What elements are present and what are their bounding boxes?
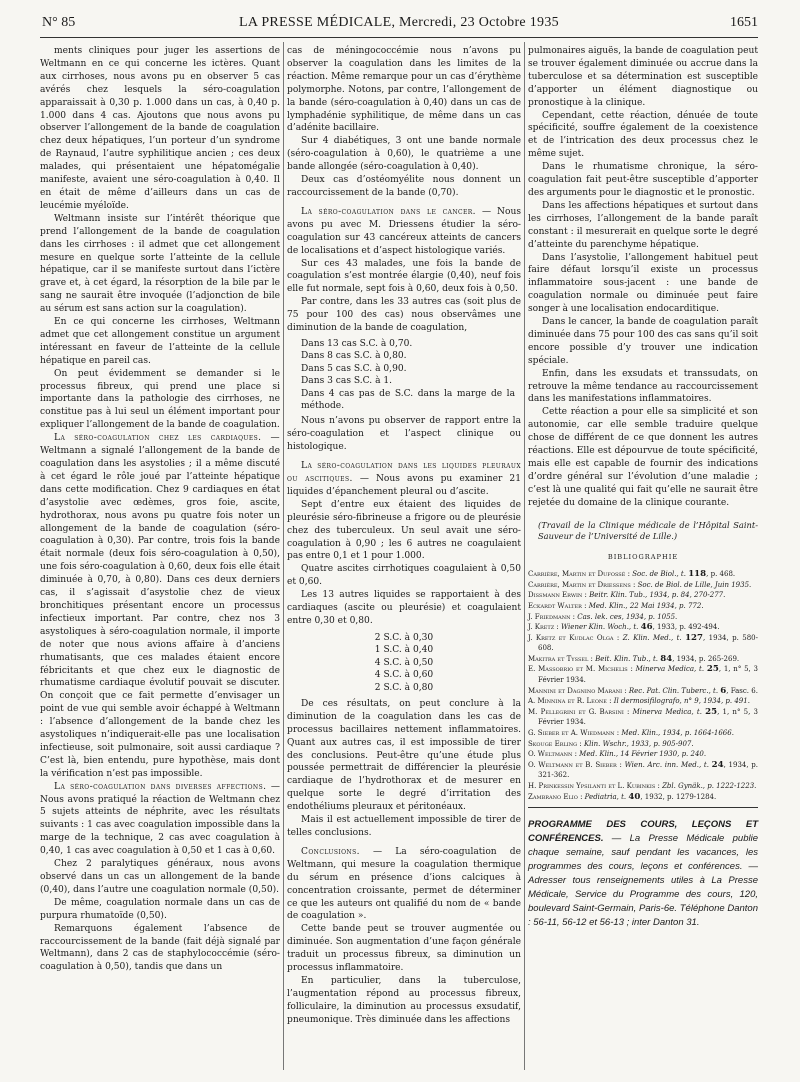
programme-text: — La Presse Médicale publie chaque semaine, sauf pendant les vacances, les programmes des cours, leçons et conférences. — Adresser tous renseignements utiles à La Presse Médicale, Service du Programme des cours, 120, boulevard Saint-Germain, Paris-6e. Téléphone Danton : 56-11, 56-12 et 56-13 ; inter Danton 31. (528, 833, 758, 928)
header-rule (40, 37, 758, 38)
paragraph-text: Mais il est actuellement impossible de tirer de telles conclusions. (287, 815, 521, 838)
paragraph (40, 923, 280, 975)
paragraph (287, 135, 521, 174)
bibliography-authors: J. Kretz et Kudlac Olga : (528, 633, 623, 642)
bibliography-pages: , 1934, p. 265-269. (672, 654, 740, 663)
paragraph (528, 110, 758, 162)
bibliography-authors: Makitra et Tyssel : (528, 654, 596, 663)
table-row (301, 363, 521, 375)
bibliography-source: Klin. Wschr., 1933, p. 905-907. (583, 739, 694, 748)
bibliography-entry (528, 792, 758, 803)
bibliography-entry (528, 686, 758, 697)
paragraph-text: Sur 4 diabétiques, 3 ont une bande normale (séro-coagulation à 0,60), le quatrième a une bande allongée (séro-coagulation à 0,40). (287, 136, 521, 173)
paragraph (528, 200, 758, 252)
bibliography-entry (528, 590, 758, 601)
column-1 (40, 45, 280, 974)
paragraph (40, 45, 280, 213)
bibliography-entry (528, 569, 758, 580)
bibliography-source: Cas. lek. ces, 1934, p. 1055. (577, 612, 678, 621)
table-row (369, 632, 439, 644)
paragraph-text: De ces résultats, on peut conclure à la diminution de la coagulation dans les cas de processus bacillaires nettement inflammatoires. Quant aux autres cas, il est impossible de tirer des conclusions. Peut-être qu’une étude plus poussée permettrait de différencier la pleurésie cardiaque de l’hydrothorax et de mesurer en quelque sorte le degré d’irritation des endothéliums pleuraux et péritonéaux. (287, 698, 521, 813)
table-cell: Dans 5 cas S.C. à 0,90. (301, 363, 407, 374)
paragraph (40, 897, 280, 923)
conclusions-text (528, 45, 758, 510)
table-cell: 4 S.C. à 0,60 (374, 670, 434, 681)
column-divider (524, 42, 525, 1070)
bibliography-list (528, 569, 758, 802)
cancer-results-table (301, 338, 521, 412)
table-cell: Dans 4 cas pas de S.C. dans la marge de la méthode. (301, 388, 515, 411)
bibliography-source: Wiener Klin. Woch., t. (560, 623, 641, 632)
bibliography-source: Pediatria, t. (584, 792, 629, 801)
bibliography-source: Wien. Arc. inn. Med., t. (624, 760, 712, 769)
paragraph (287, 563, 521, 589)
section-heading: Conclusions. (301, 846, 360, 857)
bibliography-entry (528, 580, 758, 591)
paragraph (528, 316, 758, 368)
bibliography-rule (528, 807, 758, 808)
bibliography-entry (528, 760, 758, 781)
bibliography-authors: Carrière, Martin et Dufossé : (528, 570, 633, 579)
paragraph-text: Deux cas d’ostéomyélite nous donnent un raccourcissement de la bande (0,70). (287, 175, 521, 198)
issue-number: N° 85 (42, 15, 76, 30)
bibliography-entry (528, 654, 758, 665)
bibliography-volume: 46 (640, 622, 653, 633)
bibliography-authors: Dissmann Erwin : (528, 591, 590, 600)
paragraph (287, 499, 521, 564)
paragraph-text: On peut évidemment se demander si le processus fibreux, qui prend une place si importante dans la pathologie des cirrhoses, ne constitue pas à lui seul un élément important pour expliquer l’allongement de la bande de coagulation. (40, 368, 280, 431)
paragraph (287, 415, 521, 454)
paragraph (287, 258, 521, 297)
bibliography-source: Soc. de Biol. de Lille, Juin 1935. (637, 580, 752, 589)
bibliography-source: Med. Klin., 22 Mai 1934, p. 772. (588, 601, 704, 610)
table-row (369, 669, 439, 681)
bibliography-source: Minerva Medica, t. (632, 707, 706, 716)
paragraph (287, 174, 521, 200)
paragraph-text: Dans l’asystolie, l’allongement habituel peut faire défaut lorsqu’il existe un processus inflammatoire sous-jacent : une bande de coagulation normale ou diminuée peut faire songer à une localisation endocarditique. (528, 252, 758, 315)
paragraph-text: Dans les affections hépatiques et surtout dans les cirrhoses, l’allongement de la bande paraît constant : il mesurerait en quelque sorte le degré d’atteinte du parenchyme hépatique. (528, 200, 758, 250)
bibliography-entry (528, 707, 758, 728)
section-heading: La séro-coagulation dans diverses affections. (54, 781, 267, 792)
bibliography-authors: M. Pellegrini et G. Barsini : (528, 707, 633, 716)
table-cell: 1 S.C. à 0,40 (374, 645, 434, 656)
section-heading: La séro-coagulation chez les cardiaques. — (54, 433, 280, 444)
paragraph-text: — La séro-coagulation de Weltmann, qui mesure la coagulation thermique du sérum en présence d’ions calciques à concentration croissante, permet de déterminer ce que les auteurs ont qualifié du nom de « bande de coagulation ». (287, 846, 521, 922)
bibliography-entry (528, 781, 758, 792)
bibliography-source: Z. Klin. Med., t. (622, 633, 686, 642)
section-paragraph (287, 206, 521, 258)
paragraph (40, 858, 280, 897)
bibliography-authors: Carrière, Martin et Driessens : (528, 580, 638, 589)
bibliography-authors: G. Sieber et A. Wiedmann : (528, 729, 622, 738)
table-row (369, 682, 439, 694)
column-2-text-c (287, 698, 521, 1027)
section-paragraph (40, 432, 280, 780)
paragraph-text: En ce qui concerne les cirrhoses, Weltmann admet que cet allongement constitue un argument intéressant en faveur de l’atteinte de la cellule hépatique en pareil cas. (40, 317, 280, 366)
bibliography-pages: , 1934, p. 580-608. (538, 633, 758, 653)
paragraph (528, 252, 758, 317)
page-number: 1651 (730, 15, 758, 30)
table-cell: Dans 8 cas S.C. à 0,80. (301, 351, 407, 362)
bibliography-pages: , p. 468. (706, 570, 736, 579)
paragraph-text: Quatre ascites cirrhotiques coagulaient à 0,50 et 0,60. (287, 564, 521, 588)
bibliography-volume: 24 (711, 759, 724, 770)
bibliography-pages: , 1, n° 5, 3 Février 1934. (538, 665, 759, 685)
bibliography-authors: A. Minnina et R. Leone : (528, 697, 614, 706)
bibliography-entry (528, 739, 758, 750)
paragraph-text: Cette réaction a pour elle sa simplicité et son autonomie, car elle semble traduire quelque chose de différent de ce que donnent les autres réactions. Elle est dépourvue de toute spécificité, mais elle est capable de fournir des indications d’ordre général sur l’évolution d’une maladie ; c’est là une qualité qui fait qu’elle ne saurait être rejetée du domaine de la clinique courante. (528, 407, 758, 508)
bibliography-source: Med. Klin., 1934, p. 1664-1666. (621, 729, 734, 738)
table-cell: 2 S.C. à 0,80 (374, 682, 434, 693)
paragraph (287, 923, 521, 975)
bibliography-authors: J. Friedmann : (528, 612, 578, 621)
bibliography-entry (528, 749, 758, 760)
bibliography-entry (528, 633, 758, 654)
paragraph (287, 698, 521, 814)
section-paragraph (40, 781, 280, 858)
bibliography-volume: 40 (628, 791, 641, 802)
bibliography-entry (528, 622, 758, 633)
paragraph (528, 161, 758, 200)
bibliography-pages: , 1934, p. 321-362. (538, 760, 759, 780)
paragraph-text: En particulier, dans la tuberculose, l’augmentation répond au processus fibreux, folliculaire, la diminution au processus exsudatif, pneumonique. Très diminuée dans les affections (287, 975, 521, 1025)
bibliography-source: Med. Klin., 14 Février 1930, p. 240. (579, 750, 707, 759)
programme-notice (528, 818, 758, 929)
bibliography-entry (528, 601, 758, 612)
bibliography-source: Zbl. Gynäk., p. 1222-1223. (662, 782, 757, 790)
bibliography-volume: 25 (705, 706, 718, 717)
paragraph-text: Par contre, dans les 33 autres cas (soit plus de 75 pour 100 des cas) nous observâmes une diminution de la bande de coagulation, (287, 297, 521, 334)
bibliography-pages: , Fasc. 6. (726, 686, 758, 695)
table-row (369, 644, 439, 656)
paragraph-text: Sur ces 43 malades, une fois la bande de coagulation s’est montrée élargie (0,40), neuf fois elle fut normale, sept fois à 0,60, deux fois à 0,50. (287, 258, 521, 295)
programme-title: PROGRAMME DES COURS, LEÇONS ET CONFÉRENCES. (528, 819, 758, 845)
paragraph (287, 814, 521, 840)
bibliography-entry (528, 696, 758, 707)
paragraph-text: Cependant, cette réaction, dénuée de toute spécificité, souffre également de la coexistence et de l’intrication des deux processus chez le même sujet. (528, 110, 758, 160)
paragraph-text: Les 13 autres liquides se rapportaient à des cardiaques (ascite ou pleurésie) et coagulaient entre 0,30 et 0,80. (287, 590, 521, 626)
table-row (301, 375, 521, 387)
table-cell: Dans 3 cas S.C. à 1. (301, 376, 393, 387)
bibliography-authors: Eckardt Walter : (528, 601, 589, 610)
bibliography-authors: Skouge Erling : (528, 739, 584, 748)
bibliography-source: Soc. de Biol., t. (632, 570, 689, 579)
table-cell: 4 S.C. à 0,50 (374, 657, 434, 668)
paragraph (287, 296, 521, 335)
bibliography-pages: , 1933, p. 492-494. (652, 623, 720, 632)
table-row (301, 338, 521, 350)
paragraph (528, 368, 758, 407)
bibliography-entry (528, 612, 758, 623)
bibliography-entry (528, 664, 758, 685)
table-row (301, 350, 521, 362)
paragraph (287, 975, 521, 1027)
paragraph (528, 45, 758, 110)
paragraph-text: Sept d’entre eux étaient des liquides de pleurésie séro-fibrineuse a frigore ou de pleurésie chez des tuberculeux. Un seul avait une séro-coagulation à 0,90 ; les 6 autres ne coagulaient pas entre 0,1 et 1 pour 1.000. (287, 499, 521, 562)
paragraph-text: cas de méningococcémie nous n’avons pu observer la coagulation dans les limites de la réaction. Même remarque pour un cas d’érythème polymorphe. Notons, par contre, l’allongement de la bande (séro-coagulation à 0,40) dans un cas de lymphadénie syphilitique, de même dans un cas d’adénite bacillaire. (287, 46, 521, 134)
paragraph (287, 45, 521, 135)
bibliography-volume: 25 (706, 664, 719, 675)
section-paragraph (287, 846, 521, 923)
paragraph (528, 406, 758, 509)
paragraph-text: — Nous avons pu examiner 21 liquides d’épanchement pleural ou d’ascite. (287, 474, 521, 497)
page-header (40, 13, 758, 35)
bibliography-source: Beit. Klin. Tub., t. (595, 654, 661, 663)
paragraph-text: Remarquons également l’absence de raccourcissement de la bande (fait déjà signalé par Weltmann), dans 2 cas de staphylococcémie (séro-coagulation à 0,50), tandis que dans un (40, 923, 280, 973)
bibliography-authors: Zambrano Elio : (528, 792, 585, 801)
bibliography-volume: 118 (688, 569, 707, 580)
bibliography-authors: O. Weltmann et B. Sieber : (528, 760, 625, 769)
bibliography-authors: E. Massobrio et M. Michelis : (528, 665, 636, 674)
bibliography-source: Beitr. Klin. Tub., 1934, p. 84, 270-277. (589, 591, 726, 600)
paragraph-text: Chez 2 paralytiques généraux, nous avons observé dans un cas un allongement de la bande (0,40), dans l’autre une coagulation normale (0,50). (40, 859, 280, 895)
bibliography-source: Il dermosifilografo, n° 9, 1934, p. 491. (613, 697, 750, 706)
table-row (301, 388, 521, 413)
section-heading: La séro-coagulation dans le cancer. (301, 206, 476, 217)
bibliography-source: Minerva Medica, t. (635, 665, 707, 674)
column-2-text-b (287, 415, 521, 628)
paragraph-text: pulmonaires aiguës, la bande de coagulation peut se trouver également diminuée ou accrue dans la tuberculose et sa détermination est susceptible d’apporter un élément diagnostique ou pronostique à la clinique. (528, 46, 758, 108)
journal-title: LA PRESSE MÉDICALE, Mercredi, 23 Octobre 1935 (239, 15, 559, 30)
bibliography-volume: 127 (685, 632, 704, 643)
table-cell: 2 S.C. à 0,30 (374, 632, 434, 643)
bibliography-entry (528, 728, 758, 739)
column-divider (283, 42, 284, 1070)
paragraph-text: Dans le cancer, la bande de coagulation paraît diminuée dans 75 pour 100 des cas sans qu’il soit encore possible d’y trouver une indication spéciale. (528, 317, 758, 366)
section-paragraph (287, 460, 521, 499)
fluid-results-table (369, 632, 439, 694)
bibliography-pages: , 1, n° 5, 3 Février 1934. (538, 707, 758, 727)
column-2-text-a (287, 45, 521, 335)
bibliography-authors: O. Weltmann : (528, 750, 580, 759)
paragraph-text: Cette bande peut se trouver augmentée ou diminuée. Son augmentation d’une façon générale traduit un processus fibreux, sa diminution un processus inflammatoire. (287, 924, 521, 974)
paragraph-text: Dans le rhumatisme chronique, la séro-coagulation fait peut-être susceptible d’apporter des arguments pour le diagnostic et le pronostic. (528, 162, 758, 198)
paragraph-text: De même, coagulation normale dans un cas de purpura rhumatoïde (0,50). (40, 897, 280, 921)
bibliography-volume: 84 (660, 653, 673, 664)
table-row (369, 657, 439, 669)
column-2 (287, 45, 521, 1027)
paragraph-text: Weltmann a signalé l’allongement de la bande de coagulation dans les asystolies ; il a même discuté à cet égard le rôle joué par l’atteinte hépatique dans cette modification. Chez 9 cardiaques en état d’asystolie avec œdèmes, gros foie, ascite, hydrothorax, nous avons pu quatre fois noter un allongement de la bande de coagulation (séro-coagulation à 0,30). Par contre, trois fois la bande était normale (deux fois séro-coagulation à 0,50), une fois séro-coagulation à 0,60, deux fois elle était diminuée à 0,70, à 0,80). Dans ces deux derniers cas, il s’agissait d’asystolie chez de vieux bronchitiques présentant encore un processus infectieux important. Par contre, chez nos 3 asystoliques à séro-coagulation normale, il importe de noter que nous avions affaire à d’anciens rhumatisants, que ces malades étaient encore fébricitants et que chez eux le diagnostic de rhumatisme cardiaque évolutif pouvait se discuter. On conçoit que ce fait permette d’envisager un point de vue qui semble avoir échappé à Weltmann : l’absence d’allongement de la bande chez les asystoliques n’indiquerait-elle pas une localisation infectieuse, soit pulmonaire, soit aussi cardiaque ? C’est là, bien entendu, pure hypothèse, mais dont la vérification n’est pas impossible. (40, 446, 280, 779)
paragraph-text: Enfin, dans les exsudats et transsudats, on retrouve la même tendance au raccourcissement dans les manifestations inflammatoires. (528, 368, 758, 405)
bibliography-authors: J. Kretz : (528, 623, 561, 632)
table-cell: Dans 13 cas S.C. à 0,70. (301, 338, 413, 349)
bibliography-authors: Mannini et Dagnino Marani : (528, 686, 629, 695)
affiliation-note: (Travail de la Clinique médicale de l’Hôpital Saint-Sauveur de l’Université de Lille.) (538, 519, 758, 542)
bibliography-volume: 6 (720, 685, 727, 696)
paragraph-text: — Nous avons pratiqué la réaction de Weltmann chez 5 sujets atteints de néphrite, avec les résultats suivants : 1 cas avec coagulation impossible dans la marge de la technique, 2 cas avec coagulation à 0,40, 1 cas avec coagulation à 0,50 et 1 cas à 0,60. (40, 781, 280, 857)
bibliography-source: Rec. Pat. Clin. Tuberc., t. (628, 686, 721, 695)
paragraph-text: — Nous avons pu avec M. Driessens étudier la séro-coagulation sur 43 cancéreux atteints de cancers de localisations et d’aspect histologique variés. (287, 206, 521, 256)
paragraph (40, 316, 280, 368)
bibliography-heading: BIBLIOGRAPHIE (607, 553, 679, 562)
column-3 (528, 45, 758, 929)
paragraph-text: Nous n’avons pu observer de rapport entre la séro-coagulation et l’aspect clinique ou histologique. (287, 416, 521, 453)
paragraph-text: ments cliniques pour juger les assertions de Weltmann en ce qui concerne les ictères. Quant aux cirrhoses, nous avons pu en observer 5 cas avérés chez lesquels la séro-coagulation apparaissait à 0,30 p. 1.000 dans un cas, à 0,40 p. 1.000 dans 4 cas. Ajoutons que nous avons pu observer l’allongement de la bande de coagulation chez deux hépatiques, l’un porteur d’un syndrome de Raynaud, l’autre syphilitique ancien ; ces deux malades, qui présentaient une hépatomégalie manifeste, avaient une séro-coagulation à 0,40. Il en était de même d’ailleurs dans un cas de leucémie myéloïde. (40, 46, 280, 211)
section-heading: La séro-coagulation dans les liquides pleuraux ou ascitiques. (287, 461, 521, 484)
paragraph (287, 589, 521, 628)
paragraph (40, 368, 280, 433)
bibliography-authors: H. Prinkessin Ypsilanti et L. Kubinkis : (528, 782, 663, 790)
paragraph (40, 213, 280, 316)
paragraph-text: Weltmann insiste sur l’intérêt théorique que prend l’allongement de la bande de coagulation dans les cirrhoses : il admet que cet allongement mesure en quelque sorte l’atteinte de la cellule hépatique, car il se manifeste surtout dans l’ictère grave et, à cet égard, la résorption de la bile par le sang ne saurait être invoquée (l’adjonction de bile au sérum est sans action sur la coagulation). (40, 213, 280, 315)
bibliography-pages: , 1932, p. 1279-1284. (640, 792, 717, 801)
